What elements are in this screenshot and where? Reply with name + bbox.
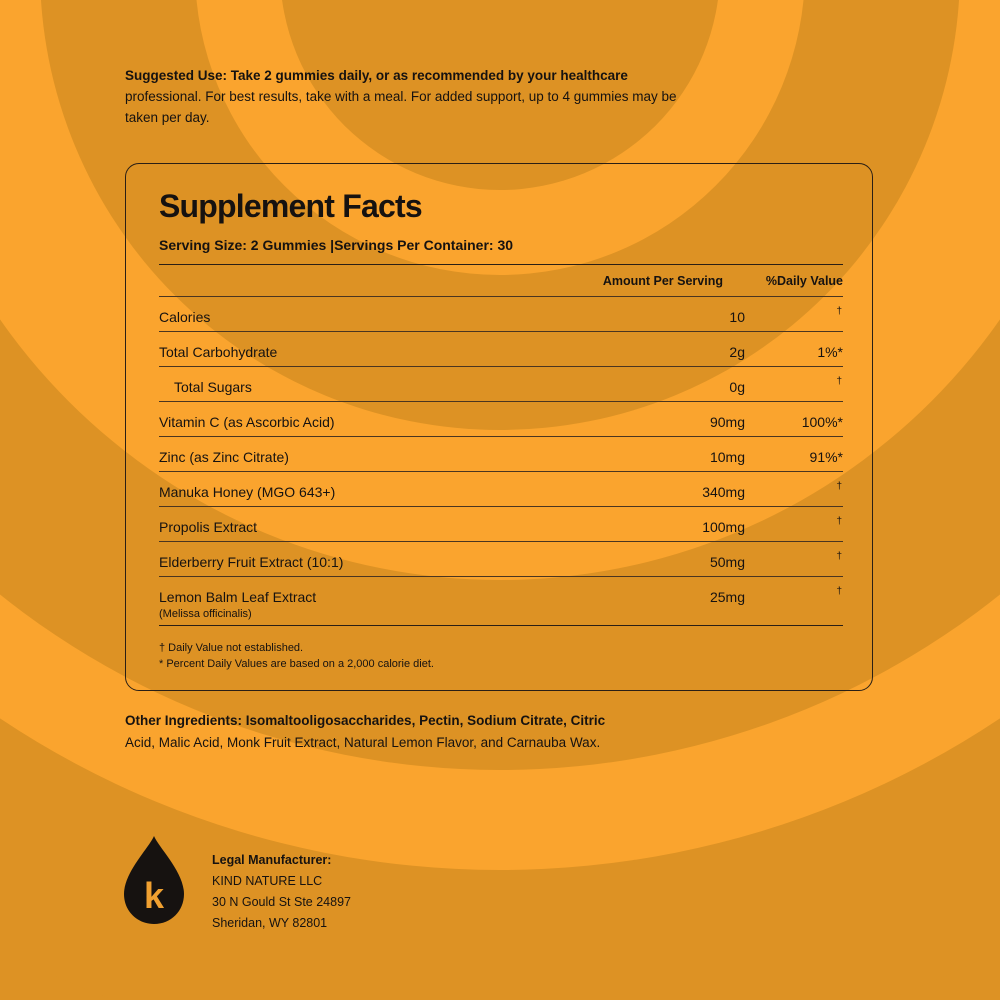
- nutrient-amount: 10: [729, 309, 745, 325]
- nutrient-amount: 100mg: [702, 519, 745, 535]
- nutrient-amount: 50mg: [709, 554, 745, 570]
- facts-table: [159, 264, 843, 626]
- nutrient-name: Manuka Honey (MGO 643+): [159, 484, 336, 500]
- supplement-facts-panel: [125, 163, 873, 691]
- other-ingredients: [125, 710, 665, 754]
- column-header-daily-value: %Daily Value: [765, 274, 843, 288]
- nutrient-name: Vitamin C (as Ascorbic Acid): [159, 414, 335, 430]
- manufacturer-info: [212, 850, 351, 934]
- nutrient-name: Lemon Balm Leaf Extract: [159, 589, 317, 605]
- nutrient-subname: (Melissa officinalis): [159, 608, 252, 620]
- suggested-use: [125, 65, 685, 128]
- nutrient-daily-value: †: [836, 481, 842, 492]
- logo-letter: k: [143, 875, 165, 916]
- manufacturer-title: Legal Manufacturer:: [212, 853, 332, 867]
- footnote-asterisk: * Percent Daily Values are based on a 2,000 calorie diet.: [159, 658, 434, 670]
- manufacturer-address-line1: 30 N Gould St Ste 24897: [212, 895, 351, 909]
- manufacturer-name: KIND NATURE LLC: [212, 874, 323, 888]
- nutrient-daily-value: †: [836, 306, 842, 317]
- facts-title: Supplement Facts: [159, 188, 422, 224]
- table-row: [159, 402, 843, 437]
- manufacturer-address-line2: Sheridan, WY 82801: [212, 916, 328, 930]
- nutrient-daily-value: †: [836, 586, 842, 597]
- footnote-dagger: † Daily Value not established.: [159, 642, 304, 654]
- suggested-use-text: professional. For best results, take with a meal. For added support, up to 4 gummies may be taken per day.: [125, 89, 677, 125]
- nutrient-daily-value: 91%*: [809, 449, 843, 465]
- nutrient-name: Calories: [159, 309, 211, 325]
- column-header-amount: Amount Per Serving: [602, 274, 723, 288]
- other-ingredients-label: Other Ingredients: Isomaltooligosaccharides, Pectin, Sodium Citrate, Citric: [125, 713, 606, 728]
- suggested-use-label: Suggested Use: Take 2 gummies daily, or as recommended by your healthcare: [125, 68, 628, 83]
- table-row: [159, 437, 843, 472]
- table-row: [159, 542, 843, 577]
- table-row: [159, 472, 843, 507]
- table-row: [159, 577, 843, 626]
- serving-info: Serving Size: 2 Gummies |Servings Per Container: 30: [159, 237, 514, 253]
- nutrient-daily-value: 100%*: [801, 414, 843, 430]
- nutrient-daily-value: †: [836, 516, 842, 527]
- nutrient-amount: 0g: [729, 379, 745, 395]
- nutrient-amount: 90mg: [709, 414, 745, 430]
- nutrient-daily-value: 1%*: [817, 344, 843, 360]
- nutrient-daily-value: †: [836, 551, 842, 562]
- nutrient-daily-value: †: [836, 376, 842, 387]
- nutrient-name: Total Carbohydrate: [159, 344, 278, 360]
- facts-footnotes: [159, 640, 434, 672]
- nutrient-name: Total Sugars: [174, 379, 252, 395]
- table-row: [159, 507, 843, 542]
- nutrient-amount: 10mg: [709, 449, 745, 465]
- nutrient-amount: 340mg: [702, 484, 745, 500]
- nutrient-amount: 2g: [729, 344, 745, 360]
- facts-table-header: [159, 264, 843, 297]
- nutrient-name: Propolis Extract: [159, 519, 258, 535]
- other-ingredients-text: Acid, Malic Acid, Monk Fruit Extract, Natural Lemon Flavor, and Carnauba Wax.: [125, 735, 601, 750]
- table-row: [159, 332, 843, 367]
- table-row: [159, 297, 843, 332]
- table-row: [159, 367, 843, 402]
- drop-logo-icon: [124, 834, 184, 926]
- nutrient-name: Zinc (as Zinc Citrate): [159, 449, 289, 465]
- nutrient-name: Elderberry Fruit Extract (10:1): [159, 554, 344, 570]
- nutrient-amount: 25mg: [709, 589, 745, 605]
